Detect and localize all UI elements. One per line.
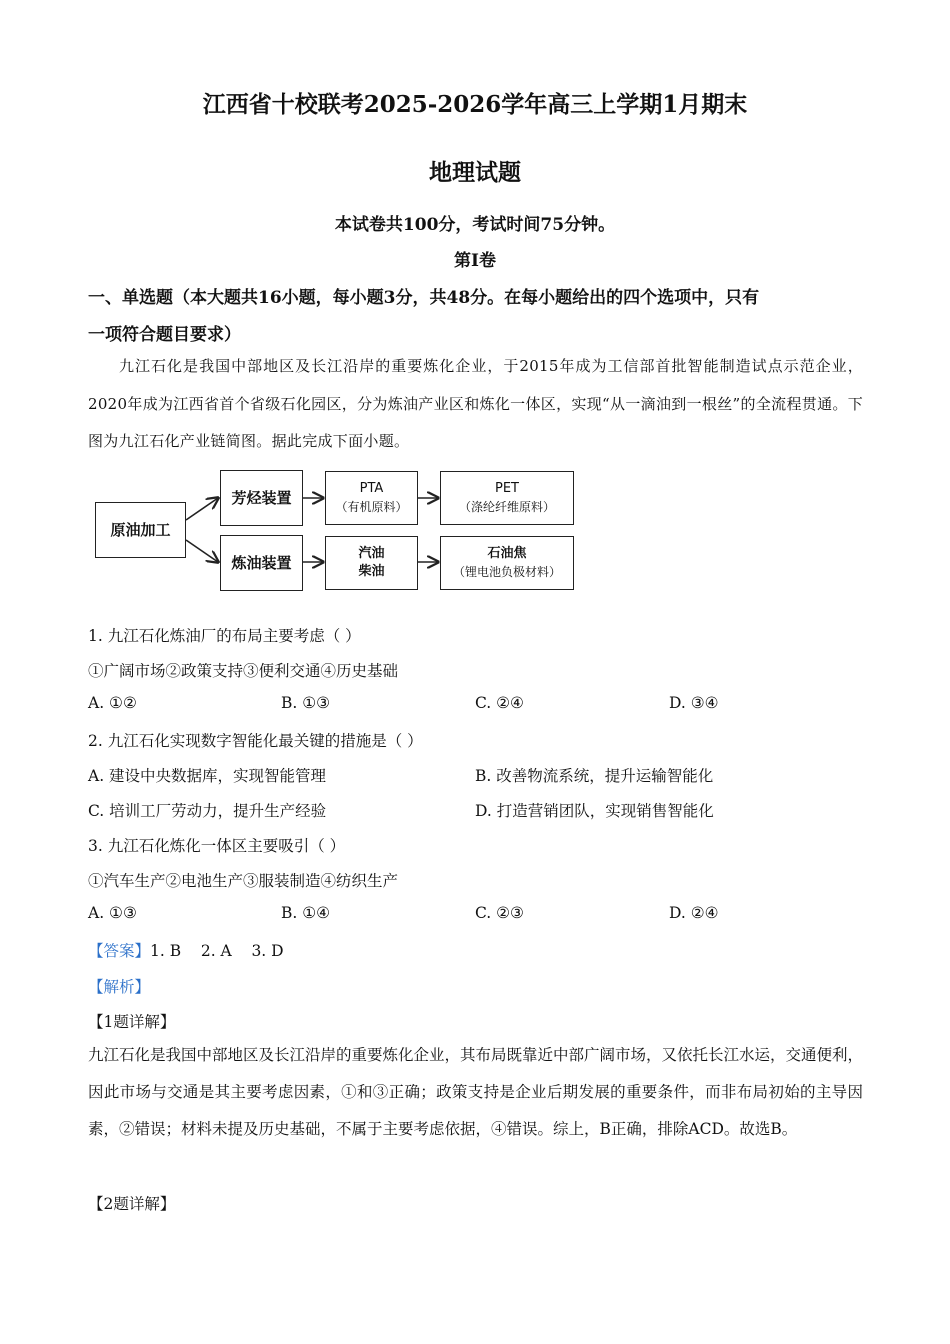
refinery-unit-label: 炼油装置	[231, 554, 292, 572]
coke-name: 石油焦	[487, 546, 527, 561]
volume-label: 第I卷	[454, 251, 496, 271]
fuel-box	[325, 536, 418, 590]
question-3-option-a: A. ①③	[88, 904, 137, 922]
subject-title: 地理试题	[429, 159, 521, 186]
analysis-q1-text: 九江石化是我国中部地区及长江沿岸的重要炼化企业，其布局既靠近中部广阔市场，又依托长江水运，交通便利，因此市场与交通是其主要考虑因素，①和③正确；政策支持是企业后期发展的重要条件，而非布局初始的主导因素，②错误；材料未提及历史基础，不属于主要考虑依据，④错误。综上，B正确，排除ACD。故选B。	[88, 1046, 864, 1138]
fuel-line1: 汽油	[358, 546, 385, 561]
question-3-option-d: D. ②④	[669, 904, 719, 922]
pet-name: PET	[495, 481, 519, 496]
question-2-option-d: D. 打造营销团队，实现销售智能化	[475, 802, 714, 820]
pta-name: PTA	[359, 481, 384, 496]
question-2-stem: 2. 九江石化实现数字智能化最关键的措施是（ ）	[88, 732, 423, 750]
answer-text: 1. B 2. A 3. D	[150, 942, 284, 960]
question-1-stem: 1. 九江石化炼油厂的布局主要考虑（ ）	[88, 627, 361, 645]
analysis-q2-heading: 【2题详解】	[88, 1195, 176, 1213]
question-2-option-b: B. 改善物流系统，提升运输智能化	[475, 767, 714, 785]
question-1-choices: ①广阔市场②政策支持③便利交通④历史基础	[88, 662, 399, 680]
fuel-line2: 柴油	[358, 564, 385, 579]
crude-processing-box	[95, 502, 186, 558]
document-title: 江西省十校联考2025-2026学年高三上学期1月期末	[202, 91, 748, 118]
refinery-unit-box	[220, 535, 303, 591]
pet-box	[440, 471, 574, 525]
aromatics-unit-label: 芳烃装置	[231, 489, 292, 507]
material-paragraph: 九江石化是我国中部地区及长江沿岸的重要炼化企业，于2015年成为工信部首批智能制造试点示范企业，2020年成为江西省首个省级石化园区，分为炼油产业区和炼化一体区，实现“从一滴油到一根丝”的全流程贯通。下图为九江石化产业链简图。据此完成下面小题。	[88, 357, 863, 450]
arrow-to-refinery	[186, 540, 218, 562]
pta-box	[325, 471, 418, 525]
question-3-option-b: B. ①④	[281, 904, 331, 922]
question-1-option-c: C. ②④	[475, 694, 524, 712]
question-3-choices: ①汽车生产②电池生产③服装制造④纺织生产	[88, 872, 399, 890]
coke-box	[440, 536, 574, 590]
question-3-option-c: C. ②③	[475, 904, 524, 922]
analysis-q1-heading: 【1题详解】	[88, 1013, 176, 1031]
question-2-option-a: A. 建设中央数据库，实现智能管理	[88, 767, 327, 785]
arrow-to-aromatics	[186, 498, 218, 520]
question-1-option-a: A. ①②	[88, 694, 137, 712]
coke-note: （锂电池负极材料）	[452, 565, 561, 579]
industry-chain-diagram	[93, 465, 583, 595]
question-1-option-b: B. ①③	[281, 694, 331, 712]
section-heading-line1: 一、单选题（本大题共16小题，每小题3分，共48分。在每小题给出的四个选项中，只有	[88, 288, 760, 308]
answer-line	[88, 939, 284, 961]
exam-info: 本试卷共100分，考试时间75分钟。	[334, 215, 616, 235]
pta-note: （有机原料）	[335, 500, 408, 514]
question-2-option-c: C. 培训工厂劳动力，提升生产经验	[88, 802, 327, 820]
answer-tag: 【答案】	[88, 942, 151, 960]
question-3-stem: 3. 九江石化炼化一体区主要吸引（ ）	[88, 837, 346, 855]
pet-note: （涤纶纤维原料）	[458, 500, 555, 514]
question-1-option-d: D. ③④	[669, 694, 719, 712]
crude-processing-label: 原油加工	[110, 521, 171, 539]
analysis-tag: 【解析】	[88, 978, 151, 996]
section-heading-line2: 一项符合题目要求）	[88, 325, 241, 345]
aromatics-unit-box	[220, 470, 303, 526]
